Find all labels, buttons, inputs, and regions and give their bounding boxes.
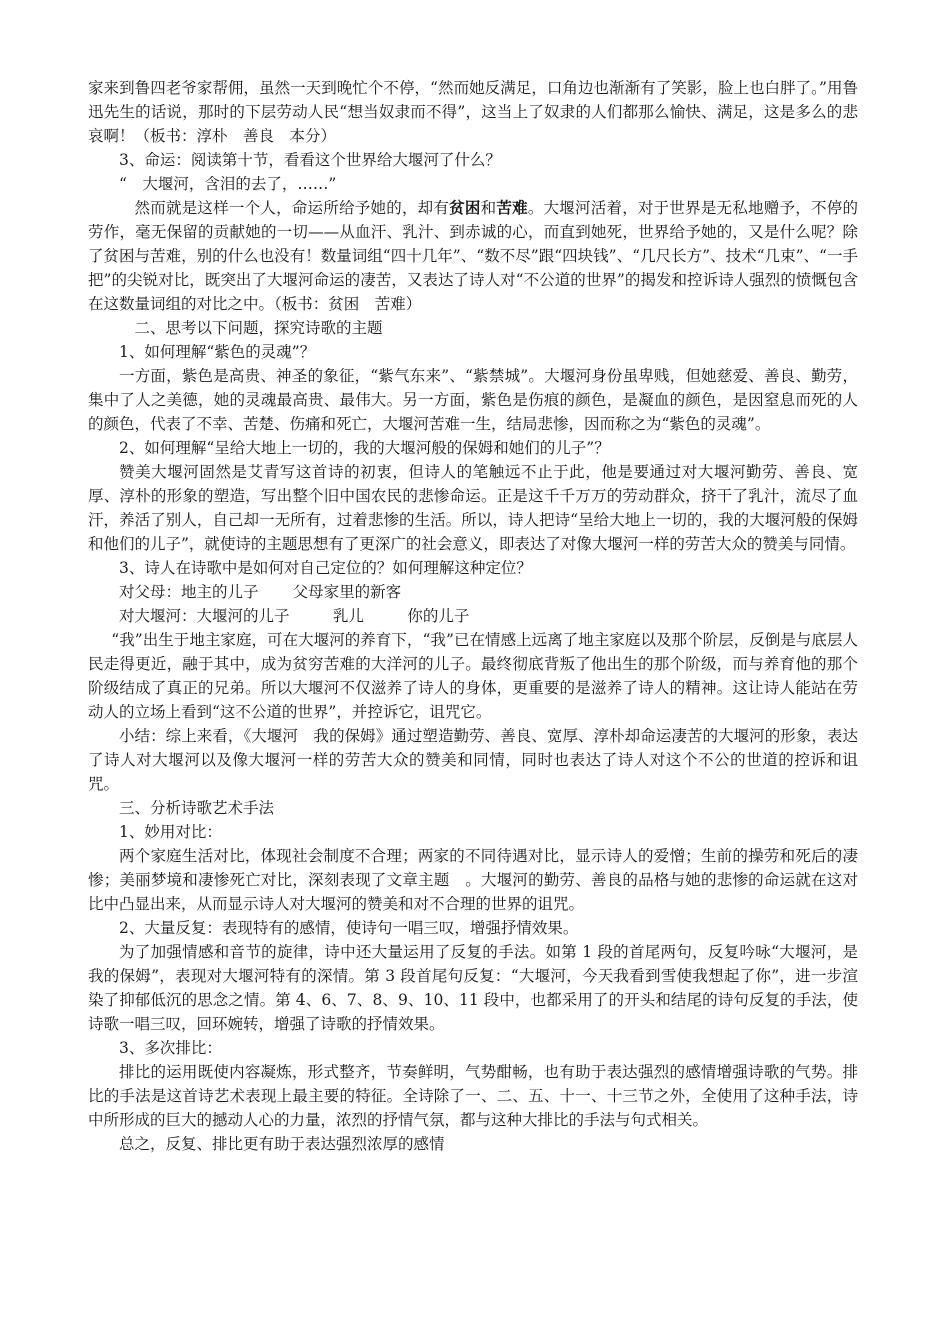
technique-2-title: 2、大量反复：表现特有的感情，使诗句一唱三叹，增强抒情效果。 <box>119 919 579 937</box>
answer-3: “我”出生于地主家庭，可在大堰河的养育下，“我”已在情感上远离了地主家庭以及那个阶层，反倒是与底层人民走得更近，融于其中，成为贫穷苦难的大洋河的儿子。最终彻底背叛了他出生的那个阶级，而与养育他的那个阶级结成了真正的兄弟。所以大堰河不仅滋养了诗人的身体，更重要的是滋养了诗人的精神。这让诗人能站在劳动人的立场上看到“这不公道的世界”，并控诉它，诅咒它。 <box>88 631 858 721</box>
paragraph-continuation: 家来到鲁四老爷家帮佣，虽然一天到晚忙个不停，“然而她反满足，口角边也渐渐有了笑影，脸上也白胖了。”用鲁迅先生的话说，那时的下层劳动人民“想当奴隶而不得”，这当上了奴隶的人们都那么愉快、满足，这是多么的悲哀啊！（板书：淳朴 善良 本分） <box>88 79 858 145</box>
paragraph-fate-rest: 。大堰河活着，对于世界是无私地赠予，不停的劳作，毫无保留的贡献她的一切——从血汗、乳汁、到赤诚的心，而直到她死，世界给予她的，又是什么呢？除了贫困与苦难，别的什么也没有！数量词组“四十几年”、“数不尽”跟“四块钱”、“几尺长方”、技术“几束”、“一手把”的尖锐对比，既突出了大堰河命运的凄苦，又表达了诗人对“不公道的世界”的揭发和控诉诗人强烈的愤慨包含在这数量词组的对比之中。（板书：贫困 苦难） <box>88 199 858 313</box>
technique-1-title: 1、妙用对比： <box>119 823 222 841</box>
position-parents-a: 对父母：地主的儿子 <box>119 583 259 601</box>
keyword-suffering: 苦难 <box>496 198 528 217</box>
position-dayanhe <box>88 604 858 628</box>
section-heading-art: 三、分析诗歌艺术手法 <box>119 799 275 817</box>
technique-1-text: 两个家庭生活对比，体现社会制度不合理；两家的不同待遇对比，显示诗人的爱憎；生前的操劳和死后的凄惨；美丽梦境和凄惨死亡对比，深刻表现了文章主题 。大堰河的勤劳、善良的品格与她的悲惨的命运就在这对比中凸显出来，从而显示诗人对大堰河的赞美和对不合理的世界的诅咒。 <box>88 847 858 913</box>
paragraph-fate-start: 然而就是这样一个人，命运所给予她的，却有 <box>134 199 450 217</box>
conjunction: 和 <box>480 199 497 217</box>
position-dayanhe-b: 乳儿 <box>332 607 364 625</box>
answer-1: 一方面，紫色是高贵、神圣的象征，“紫气东来”、“紫禁城”。大堰河身份虽卑贱，但她慈爱、善良、勤劳，集中了人之美德，她的灵魂最高贵、最伟大。另一方面，紫色是伤痕的颜色，是凝血的颜色，是因窒息而死的人的颜色，代表了不幸、苦楚、伤痛和死亡，大堰河苦难一生，结局悲惨，因而称之为“紫色的灵魂”。 <box>88 367 858 433</box>
technique-2-text: 为了加强情感和音节的旋律，诗中还大量运用了反复的手法。如第 1 段的首尾两句，反复吟咏“大堰河，是我的保姆”，表现对大堰河特有的深情。第 3 段首尾句反复：“大堰河，今天我看到雪使我想起了你”，进一步渲染了抑郁低沉的思念之情。第 4、6、7、8、9、10、11 段中，也都采用了的开头和结尾的诗句反复的手法，使诗歌一唱三叹，回环婉转，增强了诗歌的抒情效果。 <box>88 943 858 1033</box>
heading-fate: 3、命运：阅读第十节，看看这个世界给大堰河了什么？ <box>119 151 501 169</box>
document-page <box>88 76 858 1156</box>
position-parents <box>88 580 858 604</box>
technique-3-title: 3、多次排比： <box>119 1039 222 1057</box>
poem-quote: “ 大堰河，含泪的去了，……” <box>119 175 337 193</box>
answer-2: 赞美大堰河固然是艾青写这首诗的初衷，但诗人的笔触远不止于此，他是要通过对大堰河勤劳、善良、宽厚、淳朴的形象的塑造，写出整个旧中国农民的悲惨命运。正是这千千万万的劳动群众，挤干了乳汁，流尽了血汗，养活了别人，自己却一无所有，过着悲惨的生活。所以，诗人把诗“呈给大地上一切的，我的大堰河般的保姆和他们的儿子”，就使诗的主题思想有了更深广的社会意义，即表达了对像大堰河一样的劳苦大众的赞美与同情。 <box>88 463 858 553</box>
keyword-poverty: 贫困 <box>449 198 481 217</box>
section-heading-theme: 二、思考以下问题，探究诗歌的主题 <box>134 319 383 337</box>
position-parents-b: 父母家里的新客 <box>292 583 402 601</box>
paragraph-fate <box>88 196 858 316</box>
technique-3-text: 排比的运用既使内容凝炼，形式整齐，节奏鲜明，气势酣畅，也有助于表达强烈的感情增强诗歌的气势。排比的手法是这首诗艺术表现上最主要的特征。全诗除了一、二、五、十一、十三节之外，全使用了这种手法，诗中所形成的巨大的撼动人心的力量，浓烈的抒情气氛，都与这种大排比的手法与句式相关。 <box>88 1063 858 1129</box>
question-1: 1、如何理解“紫色的灵魂”？ <box>119 343 316 361</box>
question-2: 2、如何理解“呈给大地上一切的，我的大堰河般的保姆和她们的儿子”？ <box>119 439 610 457</box>
question-3: 3、诗人在诗歌中是如何对自己定位的？如何理解这种定位？ <box>119 559 532 577</box>
position-dayanhe-a: 对大堰河：大堰河的儿子 <box>119 607 290 625</box>
conclusion: 总之，反复、排比更有助于表达强烈浓厚的感情 <box>119 1135 445 1153</box>
summary: 小结：综上来看，《大堰河 我的保姆》通过塑造勤劳、善良、宽厚、淳朴却命运凄苦的大堰河的形象，表达了诗人对大堰河以及像大堰河一样的劳苦大众的赞美和同情，同时也表达了诗人对这个不公的世道的控诉和诅咒。 <box>88 727 858 793</box>
position-dayanhe-c: 你的儿子 <box>407 607 470 625</box>
